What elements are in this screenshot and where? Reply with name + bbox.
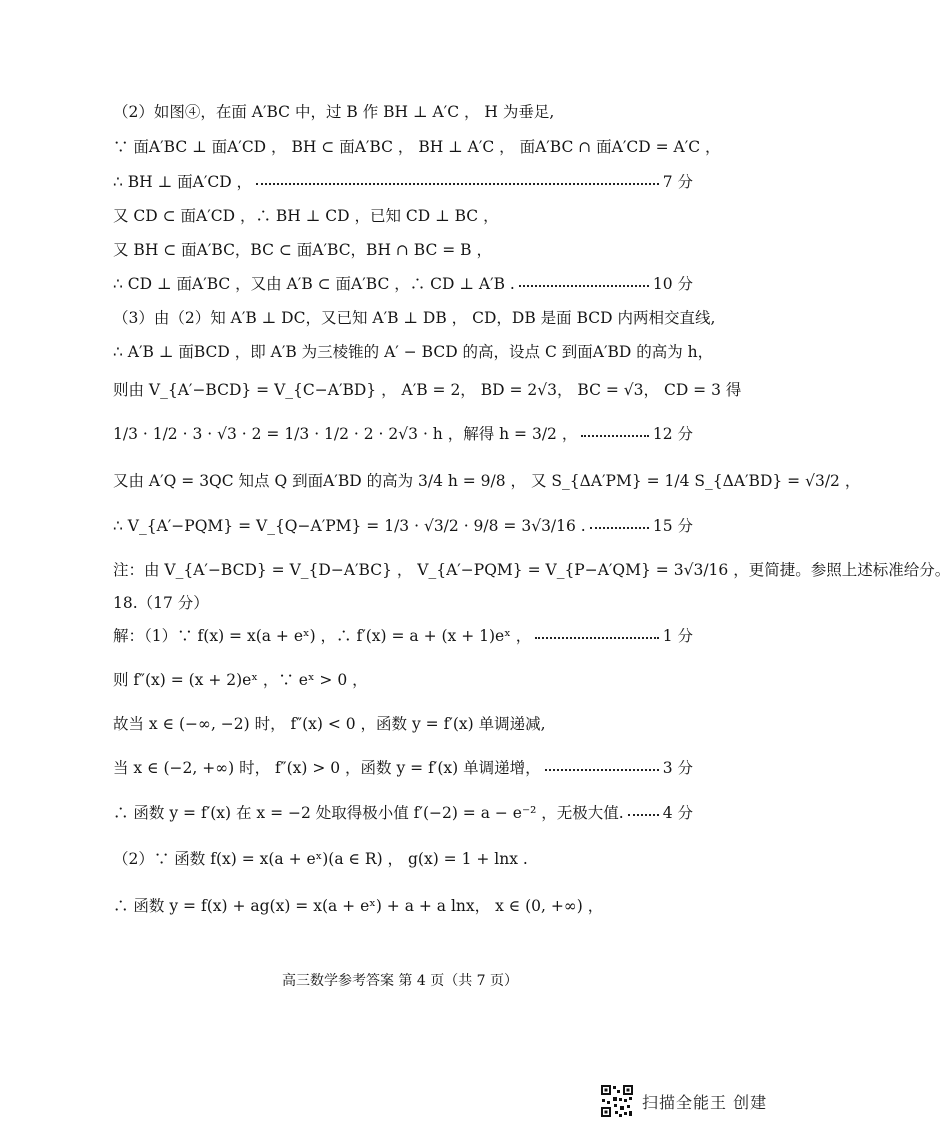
line-11 [113, 472, 861, 491]
score-mark: 4 分 [662, 804, 693, 822]
line-text: 故当 x ∈ (−∞, −2) 时， f″(x) < 0 ，函数 y = f′(x) 单调递减, [113, 715, 546, 733]
question-number: 18.（17 分） [113, 594, 209, 612]
page-footer: 高三数学参考答案 第 4 页（共 7 页） [281, 973, 519, 989]
leader-dots [535, 635, 659, 639]
line-text: 则由 V_{A′−BCD} = V_{C−A′BD} ， A′B = 2， BD = 2√3， BC = √3， CD = 3 得 [113, 381, 742, 399]
score-mark: 12 分 [652, 425, 693, 443]
leader-dots [519, 283, 649, 287]
line-text: 又由 A′Q = 3QC 知点 Q 到面A′BD 的高为 3/4 h = 9/8 ， 又 S_{ΔA′PM} = 1/4 S_{ΔA′BD} = √3/2 ， [113, 472, 861, 490]
leader-dots [581, 433, 649, 437]
line-2 [113, 138, 721, 157]
line-text: （3）由（2）知 A′B ⊥ DC，又已知 A′B ⊥ DB ， CD，DB 是面 BCD 内两相交直线, [113, 309, 716, 327]
line-3 [113, 173, 693, 192]
leader-dots [256, 181, 659, 185]
line-1 [113, 103, 693, 122]
leader-dots [590, 525, 649, 529]
line-text: ∴ A′B ⊥ 面BCD ，即 A′B 为三棱锥的 A′ − BCD 的高，设点 C 到面A′BD 的高为 h， [113, 343, 714, 361]
line-text: ∴ BH ⊥ 面A′CD ， [113, 173, 253, 191]
line-15 [113, 627, 693, 646]
leader-dots [628, 812, 659, 816]
line-9 [113, 381, 742, 400]
scanner-watermark [600, 1084, 767, 1118]
line-19 [113, 804, 693, 823]
line-17 [113, 715, 693, 734]
line-5 [113, 241, 693, 260]
line-text: 1/3 · 1/2 · 3 · √3 · 2 = 1/3 · 1/2 · 2 · 2√3 · h ，解得 h = 3/2 ， [113, 425, 578, 443]
line-14 [113, 594, 693, 613]
line-8 [113, 343, 714, 362]
score-mark: 1 分 [662, 627, 693, 645]
line-18 [113, 759, 693, 778]
line-10 [113, 425, 693, 444]
scanner-brand-text: 扫描全能王 创建 [642, 1092, 768, 1112]
line-text: （2）如图④，在面 A′BC 中，过 B 作 BH ⊥ A′C ， H 为垂足, [113, 103, 555, 121]
line-text: ∴ CD ⊥ 面A′BC ，又由 A′B ⊂ 面A′BC ，∴ CD ⊥ A′B . [113, 275, 515, 293]
line-16 [113, 671, 693, 690]
qr-code-icon [600, 1084, 634, 1118]
line-text: 注：由 V_{A′−BCD} = V_{D−A′BC} ， V_{A′−PQM} = V_{P−A′QM} = 3√3/16 ，更简捷。参照上述标准给分。 [113, 561, 950, 579]
line-text: 解：（1）∵ f(x) = x(a + eˣ) ，∴ f′(x) = a + (x + 1)eˣ ， [113, 627, 532, 645]
line-text: ∴ V_{A′−PQM} = V_{Q−A′PM} = 1/3 · √3/2 · 9/8 = 3√3/16 . [113, 517, 586, 535]
line-text: 又 BH ⊂ 面A′BC，BC ⊂ 面A′BC，BH ∩ BC = B ， [113, 241, 493, 259]
line-text: 又 CD ⊂ 面A′CD ，∴ BH ⊥ CD ，已知 CD ⊥ BC ， [113, 207, 499, 225]
line-7 [113, 309, 716, 328]
line-text: （2）∵ 函数 f(x) = x(a + eˣ)(a ∈ R) ， g(x) = 1 + lnx . [113, 850, 528, 868]
line-text: 当 x ∈ (−2, +∞) 时， f″(x) > 0 ，函数 y = f′(x) 单调递增， [113, 759, 541, 777]
leader-dots [545, 767, 659, 771]
line-12 [113, 517, 693, 536]
score-mark: 15 分 [652, 517, 693, 535]
line-13 [113, 561, 950, 580]
line-text: ∴ 函数 y = f′(x) 在 x = −2 处取得极小值 f′(−2) = a − e⁻² ，无极大值. [113, 804, 624, 822]
line-text: ∵ 面A′BC ⊥ 面A′CD ， BH ⊂ 面A′BC ， BH ⊥ A′C ， 面A′BC ∩ 面A′CD = A′C ， [113, 138, 721, 156]
score-mark: 10 分 [652, 275, 693, 293]
score-mark: 7 分 [662, 173, 693, 191]
line-20 [113, 850, 693, 869]
line-text: 则 f″(x) = (x + 2)eˣ ，∵ eˣ > 0 ， [113, 671, 368, 689]
line-6 [113, 275, 693, 294]
score-mark: 3 分 [662, 759, 693, 777]
line-21 [113, 897, 693, 916]
line-4 [113, 207, 693, 226]
line-text: ∴ 函数 y = f(x) + ag(x) = x(a + eˣ) + a + a lnx， x ∈ (0, +∞) ， [113, 897, 604, 915]
